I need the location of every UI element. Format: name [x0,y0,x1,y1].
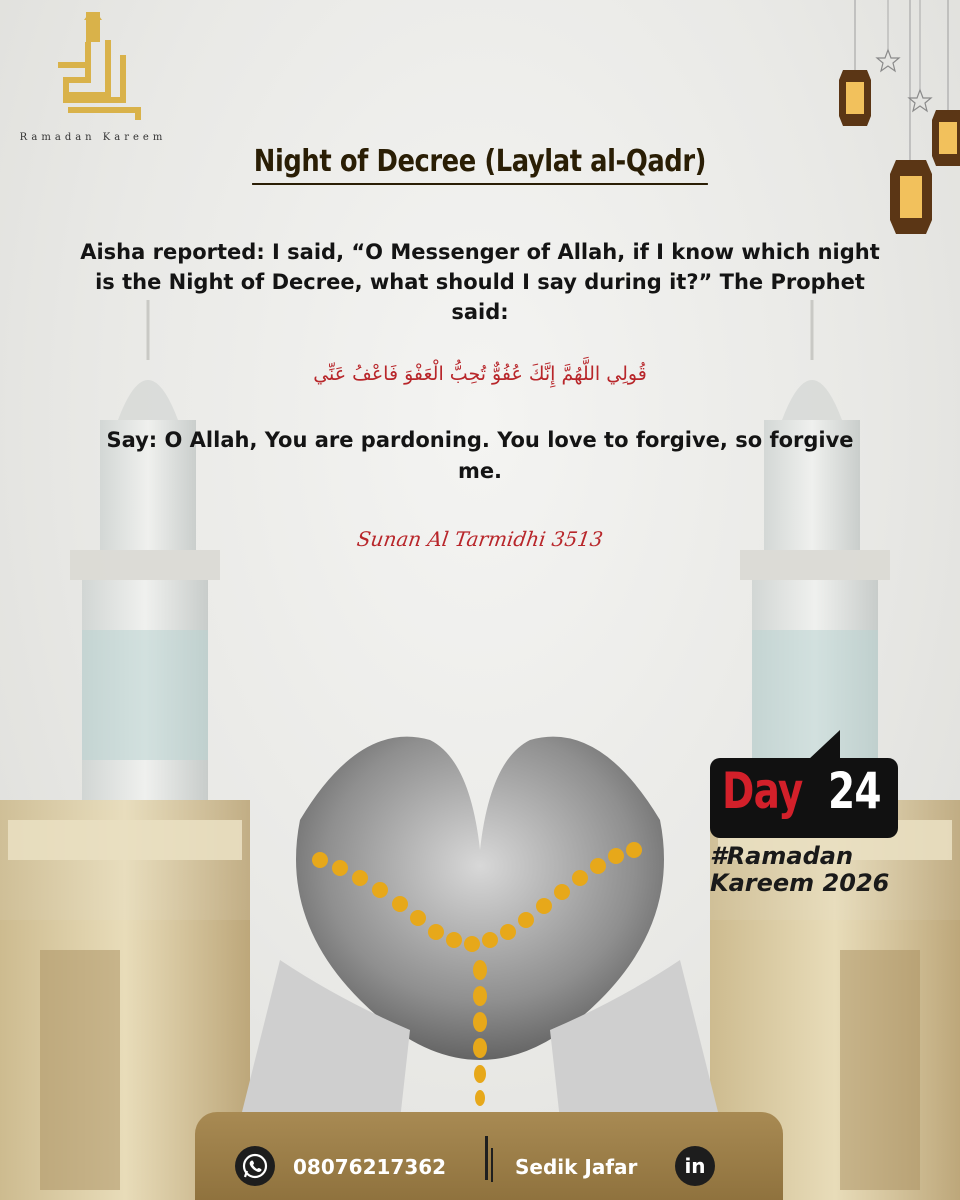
footer-divider-secondary [491,1148,493,1182]
author-name: Sedik Jafar [515,1155,638,1179]
page-title [0,144,960,185]
dua-translation: Say: O Allah, You are pardoning. You love to forgive, so forgive me. [106,428,854,483]
hadith-source: Sunan Al Tarmidhi 3513 [355,527,605,551]
footer-divider [485,1136,488,1180]
hashtag-line-1: #Ramadan [710,842,854,870]
praying-hands-image [240,700,720,1120]
day-label: Day [722,762,803,820]
headline-text: Night of Decree (Laylat al-Qadr) [252,144,708,185]
speech-tail [808,730,840,760]
hadith-intro: Aisha reported: I said, “O Messenger of Allah, if I know which night is the Night of Decree, what should I say during it?” The Prophet said: [80,240,880,324]
hanging-lanterns-icon [810,0,960,260]
phone-number[interactable]: 08076217362 [293,1155,447,1179]
logo-caption: Ramadan Kareem [19,132,167,143]
contact-footer [195,1112,783,1200]
mosque-calligraphy-icon [38,10,148,130]
day-badge [710,758,898,838]
arabic-dua: قُولِي اللَّهُمَّ إِنَّكَ عُفُوٌّ تُحِبُّ الْعَفْوَ فَاعْفُ عَنِّي [313,363,647,385]
hashtag-line-2: Kareem 2026 [710,869,890,897]
linkedin-icon[interactable]: in [675,1146,715,1186]
hashtag [710,843,910,897]
day-number: 24 [828,762,881,820]
whatsapp-icon[interactable] [235,1146,275,1186]
ramadan-logo [8,10,178,143]
